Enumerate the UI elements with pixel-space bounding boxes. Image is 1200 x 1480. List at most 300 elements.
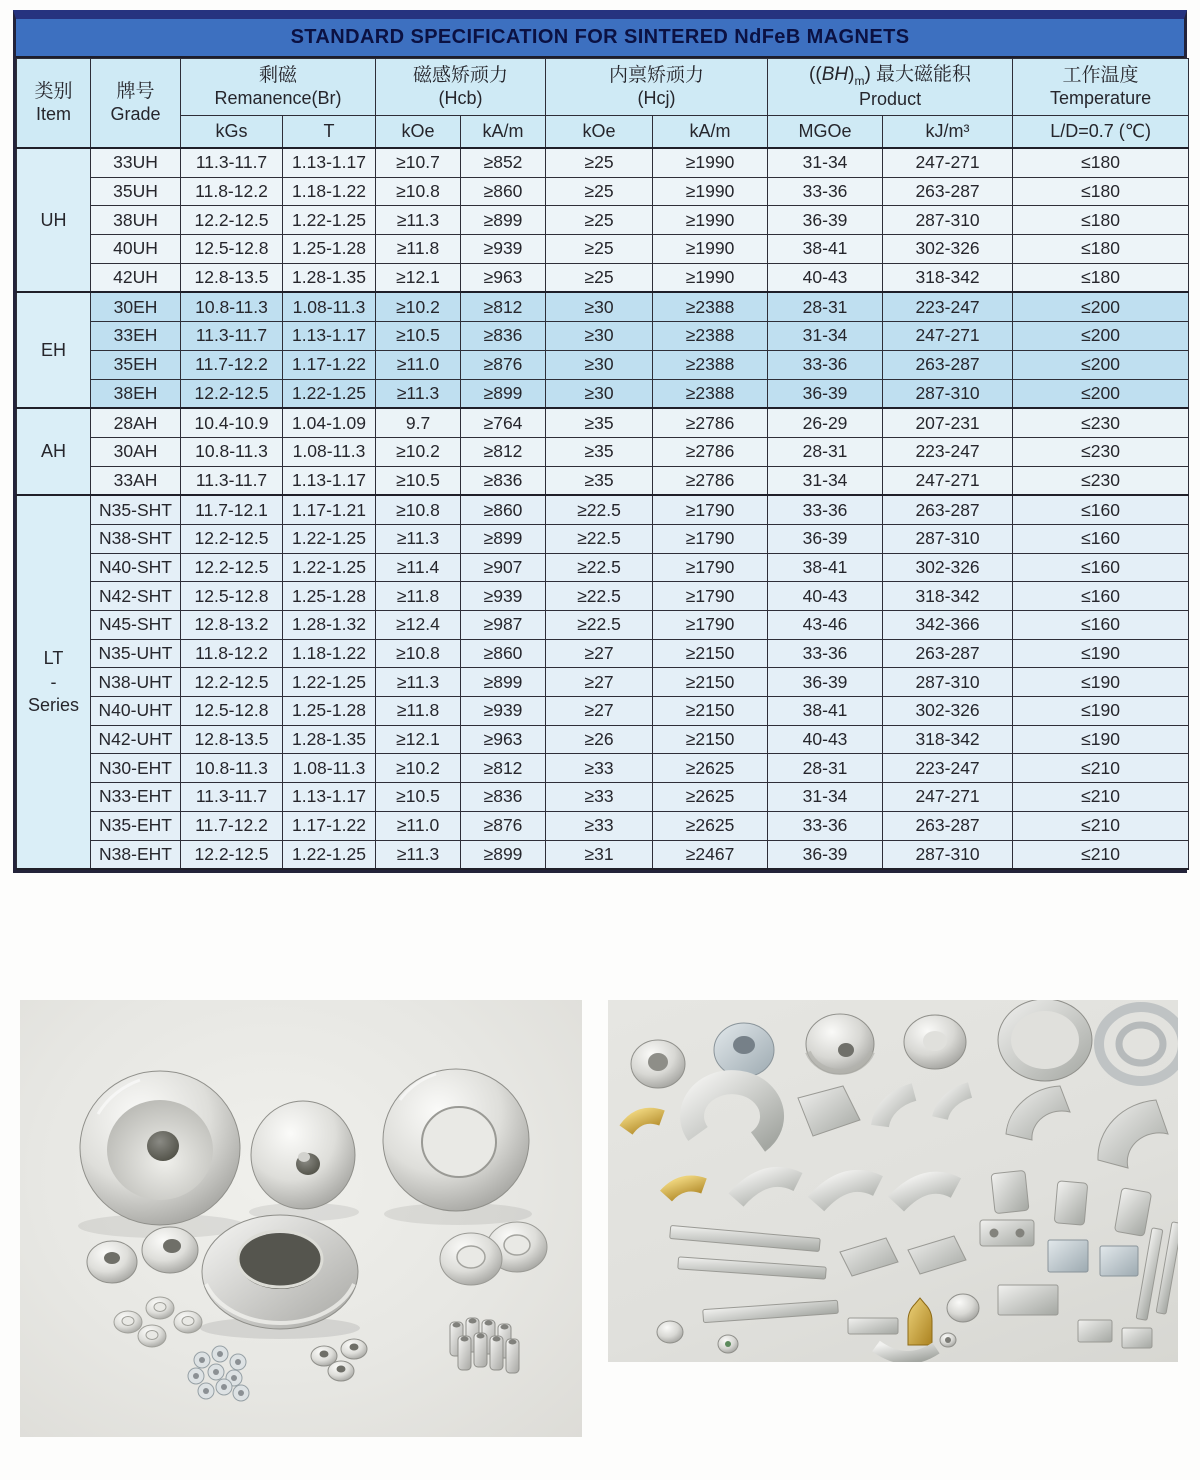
value-cell: ≥2786 (653, 408, 768, 437)
spec-row-28AH (17, 408, 1189, 437)
spec-row-33AH (17, 466, 1189, 495)
value-cell: 36-39 (768, 524, 883, 553)
header-hcj: 内禀矫顽力 (Hcj) (546, 59, 768, 116)
value-cell: 10.8-11.3 (181, 437, 283, 466)
value-cell: 11.3-11.7 (181, 783, 283, 812)
value-cell: ≥939 (461, 582, 546, 611)
value-cell: ≤210 (1013, 811, 1189, 840)
spec-row-N35-SHT (17, 495, 1189, 524)
large-ring-magnet (383, 1069, 529, 1211)
value-cell: 11.3-11.7 (181, 322, 283, 351)
value-cell: 318-342 (883, 263, 1013, 292)
spec-row-33UH (17, 148, 1189, 177)
value-cell: 1.25-1.28 (283, 235, 376, 264)
value-cell: 1.28-1.32 (283, 611, 376, 640)
spec-row-N42-UHT (17, 725, 1189, 754)
value-cell: ≥33 (546, 754, 653, 783)
value-cell: ≤190 (1013, 725, 1189, 754)
spec-row-N35-UHT (17, 639, 1189, 668)
value-cell: ≤160 (1013, 611, 1189, 640)
value-cell: 11.3-11.7 (181, 466, 283, 495)
value-cell: 31-34 (768, 466, 883, 495)
value-cell: ≤180 (1013, 263, 1189, 292)
value-cell: 1.17-1.22 (283, 811, 376, 840)
grade-cell: N33-EHT (91, 783, 181, 812)
value-cell: ≥1790 (653, 495, 768, 524)
value-cell: 1.22-1.25 (283, 524, 376, 553)
value-cell: ≥2388 (653, 292, 768, 321)
value-cell: 1.08-11.3 (283, 754, 376, 783)
value-cell: ≥33 (546, 811, 653, 840)
spec-row-N33-EHT (17, 783, 1189, 812)
value-cell: ≥10.5 (376, 783, 461, 812)
value-cell: ≥10.2 (376, 292, 461, 321)
spec-row-40UH (17, 235, 1189, 264)
value-cell: ≥22.5 (546, 524, 653, 553)
value-cell: 38-41 (768, 697, 883, 726)
spec-row-30EH (17, 292, 1189, 321)
value-cell: ≥35 (546, 466, 653, 495)
value-cell: ≥1990 (653, 148, 768, 177)
spec-row-38EH (17, 379, 1189, 408)
value-cell: ≥836 (461, 466, 546, 495)
spec-row-35UH (17, 177, 1189, 206)
value-cell: 11.3-11.7 (181, 148, 283, 177)
value-cell: ≥11.3 (376, 206, 461, 235)
value-cell: ≥10.8 (376, 639, 461, 668)
spec-row-N38-UHT (17, 668, 1189, 697)
item-group-ah: AH (17, 408, 91, 495)
value-cell: 287-310 (883, 524, 1013, 553)
value-cell: 12.5-12.8 (181, 582, 283, 611)
grade-cell: N35-EHT (91, 811, 181, 840)
value-cell: 38-41 (768, 553, 883, 582)
value-cell: ≥876 (461, 350, 546, 379)
item-group-eh: EH (17, 292, 91, 408)
spec-row-N40-UHT (17, 697, 1189, 726)
value-cell: 36-39 (768, 668, 883, 697)
value-cell: 287-310 (883, 379, 1013, 408)
value-cell: 223-247 (883, 437, 1013, 466)
value-cell: ≥11.8 (376, 582, 461, 611)
value-cell: 10.8-11.3 (181, 754, 283, 783)
table-title: STANDARD SPECIFICATION FOR SINTERED NdFeB MAGNETS (16, 19, 1184, 58)
value-cell: 36-39 (768, 206, 883, 235)
value-cell: 12.8-13.2 (181, 611, 283, 640)
unit-kgs: kGs (181, 116, 283, 149)
value-cell: 43-46 (768, 611, 883, 640)
grade-cell: N30-EHT (91, 754, 181, 783)
value-cell: ≥25 (546, 177, 653, 206)
value-cell: 31-34 (768, 322, 883, 351)
value-cell: 287-310 (883, 668, 1013, 697)
unit-mgoe: MGOe (768, 116, 883, 149)
value-cell: ≥25 (546, 235, 653, 264)
spec-row-33EH (17, 322, 1189, 351)
value-cell: ≥26 (546, 725, 653, 754)
value-cell: ≥12.1 (376, 725, 461, 754)
grade-cell: N38-EHT (91, 840, 181, 869)
value-cell: ≥764 (461, 408, 546, 437)
value-cell: 263-287 (883, 639, 1013, 668)
value-cell: 1.22-1.25 (283, 840, 376, 869)
value-cell: ≥25 (546, 206, 653, 235)
value-cell: ≥25 (546, 148, 653, 177)
value-cell: ≥30 (546, 350, 653, 379)
value-cell: 28-31 (768, 292, 883, 321)
value-cell: ≥2150 (653, 697, 768, 726)
spec-row-35EH (17, 350, 1189, 379)
value-cell: ≤190 (1013, 668, 1189, 697)
unit-t: T (283, 116, 376, 149)
value-cell: ≥10.8 (376, 177, 461, 206)
value-cell: ≥11.3 (376, 840, 461, 869)
value-cell: 1.13-1.17 (283, 783, 376, 812)
unit-ld: L/D=0.7 (℃) (1013, 116, 1189, 149)
value-cell: ≥27 (546, 668, 653, 697)
value-cell: ≥1790 (653, 582, 768, 611)
value-cell: ≥939 (461, 697, 546, 726)
item-group-uh: UH (17, 148, 91, 292)
header-grade: 牌号 Grade (91, 59, 181, 149)
value-cell: 263-287 (883, 350, 1013, 379)
value-cell: ≥860 (461, 177, 546, 206)
value-cell: ≥812 (461, 292, 546, 321)
value-cell: ≥31 (546, 840, 653, 869)
value-cell: 12.8-13.5 (181, 725, 283, 754)
value-cell: ≥22.5 (546, 553, 653, 582)
value-cell: ≤200 (1013, 322, 1189, 351)
pot-disc-magnet (251, 1101, 355, 1209)
header-product: $((BH)_m)$ 最大磁能积 Product (768, 59, 1013, 116)
spec-row-N30-EHT (17, 754, 1189, 783)
unit-hcb-koe: kOe (376, 116, 461, 149)
value-cell: ≥2625 (653, 811, 768, 840)
thick-ring-magnet (202, 1215, 358, 1329)
value-cell: 1.28-1.35 (283, 263, 376, 292)
value-cell: 11.7-12.2 (181, 811, 283, 840)
value-cell: 33-36 (768, 811, 883, 840)
value-cell: ≤190 (1013, 697, 1189, 726)
spec-table-body (17, 148, 1189, 869)
value-cell: ≤230 (1013, 466, 1189, 495)
grade-cell: 33EH (91, 322, 181, 351)
value-cell: 247-271 (883, 466, 1013, 495)
value-cell: ≥11.0 (376, 350, 461, 379)
value-cell: ≥836 (461, 783, 546, 812)
value-cell: 287-310 (883, 840, 1013, 869)
grade-cell: 33AH (91, 466, 181, 495)
grade-cell: N35-UHT (91, 639, 181, 668)
value-cell: ≤160 (1013, 524, 1189, 553)
value-cell: ≥10.5 (376, 322, 461, 351)
grade-cell: N45-SHT (91, 611, 181, 640)
value-cell: ≥860 (461, 495, 546, 524)
value-cell: ≥2625 (653, 783, 768, 812)
magnet-photo-assorted-shapes (608, 1000, 1178, 1362)
spec-row-38UH (17, 206, 1189, 235)
value-cell: 247-271 (883, 148, 1013, 177)
value-cell: 10.8-11.3 (181, 292, 283, 321)
header-hcb: 磁感矫顽力 (Hcb) (376, 59, 546, 116)
grade-cell: 28AH (91, 408, 181, 437)
value-cell: ≥22.5 (546, 495, 653, 524)
value-cell: 318-342 (883, 582, 1013, 611)
value-cell: ≥939 (461, 235, 546, 264)
value-cell: 1.25-1.28 (283, 582, 376, 611)
value-cell: ≥12.1 (376, 263, 461, 292)
value-cell: 1.28-1.35 (283, 725, 376, 754)
value-cell: 28-31 (768, 754, 883, 783)
value-cell: ≤200 (1013, 379, 1189, 408)
value-cell: ≥10.2 (376, 754, 461, 783)
value-cell: 223-247 (883, 292, 1013, 321)
value-cell: ≥1990 (653, 235, 768, 264)
value-cell: ≥836 (461, 322, 546, 351)
value-cell: ≥35 (546, 408, 653, 437)
value-cell: ≥11.4 (376, 553, 461, 582)
value-cell: 1.18-1.22 (283, 639, 376, 668)
value-cell: 1.17-1.21 (283, 495, 376, 524)
value-cell: ≤160 (1013, 582, 1189, 611)
value-cell: ≥987 (461, 611, 546, 640)
value-cell: 40-43 (768, 263, 883, 292)
value-cell: ≥2786 (653, 437, 768, 466)
value-cell: ≥10.7 (376, 148, 461, 177)
grade-cell: N40-SHT (91, 553, 181, 582)
grade-cell: 35UH (91, 177, 181, 206)
value-cell: 12.8-13.5 (181, 263, 283, 292)
value-cell: 1.08-11.3 (283, 437, 376, 466)
spec-row-N40-SHT (17, 553, 1189, 582)
value-cell: ≥963 (461, 263, 546, 292)
value-cell: 302-326 (883, 235, 1013, 264)
value-cell: 12.2-12.5 (181, 524, 283, 553)
value-cell: 40-43 (768, 582, 883, 611)
header-item: 类别 Item (17, 59, 91, 149)
grade-cell: N38-UHT (91, 668, 181, 697)
value-cell: 12.2-12.5 (181, 553, 283, 582)
assorted-magnets-illustration (608, 1000, 1178, 1362)
value-cell: ≤160 (1013, 553, 1189, 582)
grade-cell: N35-SHT (91, 495, 181, 524)
value-cell: 1.22-1.25 (283, 379, 376, 408)
value-cell: ≥30 (546, 379, 653, 408)
value-cell: ≥2150 (653, 668, 768, 697)
value-cell: ≥812 (461, 437, 546, 466)
value-cell: ≥899 (461, 668, 546, 697)
value-cell: ≥2786 (653, 466, 768, 495)
value-cell: 1.04-1.09 (283, 408, 376, 437)
unit-hcj-koe: kOe (546, 116, 653, 149)
value-cell: ≤180 (1013, 235, 1189, 264)
grade-cell: 38UH (91, 206, 181, 235)
value-cell: 28-31 (768, 437, 883, 466)
value-cell: ≤180 (1013, 148, 1189, 177)
value-cell: ≥1990 (653, 177, 768, 206)
value-cell: ≤200 (1013, 292, 1189, 321)
value-cell: ≤210 (1013, 754, 1189, 783)
value-cell: ≥11.8 (376, 235, 461, 264)
value-cell: 1.22-1.25 (283, 668, 376, 697)
value-cell: 11.8-12.2 (181, 177, 283, 206)
header-remanence: 剩磁 Remanence(Br) (181, 59, 376, 116)
value-cell: 247-271 (883, 322, 1013, 351)
value-cell: 12.2-12.5 (181, 668, 283, 697)
value-cell: ≥25 (546, 263, 653, 292)
value-cell: 287-310 (883, 206, 1013, 235)
spec-row-N38-SHT (17, 524, 1189, 553)
value-cell: 11.8-12.2 (181, 639, 283, 668)
value-cell: 9.7 (376, 408, 461, 437)
value-cell: ≥899 (461, 379, 546, 408)
value-cell: 1.22-1.25 (283, 553, 376, 582)
value-cell: 33-36 (768, 639, 883, 668)
spec-table-frame (13, 10, 1187, 873)
value-cell: ≥22.5 (546, 611, 653, 640)
value-cell: 247-271 (883, 783, 1013, 812)
value-cell: ≤180 (1013, 177, 1189, 206)
value-cell: 11.7-12.1 (181, 495, 283, 524)
value-cell: ≤210 (1013, 840, 1189, 869)
value-cell: ≥2150 (653, 639, 768, 668)
value-cell: ≥2388 (653, 379, 768, 408)
value-cell: ≥860 (461, 639, 546, 668)
value-cell: 1.13-1.17 (283, 466, 376, 495)
spec-row-42UH (17, 263, 1189, 292)
value-cell: ≥11.3 (376, 379, 461, 408)
spec-table-header (17, 59, 1189, 149)
grade-cell: 33UH (91, 148, 181, 177)
header-temperature: 工作温度 Temperature (1013, 59, 1189, 116)
value-cell: ≥10.5 (376, 466, 461, 495)
value-cell: ≥852 (461, 148, 546, 177)
spec-row-30AH (17, 437, 1189, 466)
value-cell: ≤200 (1013, 350, 1189, 379)
value-cell: 302-326 (883, 553, 1013, 582)
value-cell: ≥2150 (653, 725, 768, 754)
value-cell: ≥963 (461, 725, 546, 754)
grade-cell: 42UH (91, 263, 181, 292)
value-cell: ≥2388 (653, 322, 768, 351)
value-cell: ≥12.4 (376, 611, 461, 640)
grade-cell: 30EH (91, 292, 181, 321)
value-cell: 1.13-1.17 (283, 322, 376, 351)
value-cell: 263-287 (883, 811, 1013, 840)
value-cell: 12.2-12.5 (181, 379, 283, 408)
value-cell: 1.08-11.3 (283, 292, 376, 321)
value-cell: ≥22.5 (546, 582, 653, 611)
value-cell: 26-29 (768, 408, 883, 437)
arc-segment-magnets (626, 1082, 1168, 1236)
value-cell: 12.5-12.8 (181, 697, 283, 726)
value-cell: ≥899 (461, 206, 546, 235)
value-cell: ≥812 (461, 754, 546, 783)
magnet-photo-round-parts (20, 1000, 582, 1437)
grade-cell: N40-UHT (91, 697, 181, 726)
value-cell: ≥2467 (653, 840, 768, 869)
grade-cell: 38EH (91, 379, 181, 408)
value-cell: ≥30 (546, 292, 653, 321)
value-cell: ≥30 (546, 322, 653, 351)
value-cell: 10.4-10.9 (181, 408, 283, 437)
grade-cell: 30AH (91, 437, 181, 466)
spec-row-N42-SHT (17, 582, 1189, 611)
value-cell: ≤230 (1013, 408, 1189, 437)
value-cell: ≥2625 (653, 754, 768, 783)
value-cell: ≥899 (461, 840, 546, 869)
grade-cell: N38-SHT (91, 524, 181, 553)
value-cell: 33-36 (768, 177, 883, 206)
value-cell: ≥1990 (653, 263, 768, 292)
item-group-lt: LT - Series (17, 495, 91, 869)
value-cell: 342-366 (883, 611, 1013, 640)
pot-magnet-trio (311, 1339, 367, 1381)
value-cell: 12.2-12.5 (181, 840, 283, 869)
value-cell: 1.18-1.22 (283, 177, 376, 206)
value-cell: ≥11.3 (376, 524, 461, 553)
value-cell: ≥10.2 (376, 437, 461, 466)
value-cell: ≥11.3 (376, 668, 461, 697)
value-cell: 33-36 (768, 495, 883, 524)
grade-cell: 40UH (91, 235, 181, 264)
unit-kjm3: kJ/m³ (883, 116, 1013, 149)
value-cell: 318-342 (883, 725, 1013, 754)
spec-row-N45-SHT (17, 611, 1189, 640)
value-cell: ≥11.0 (376, 811, 461, 840)
value-cell: 38-41 (768, 235, 883, 264)
countersunk-disc-magnet (80, 1071, 240, 1225)
value-cell: 12.5-12.8 (181, 235, 283, 264)
value-cell: 263-287 (883, 495, 1013, 524)
value-cell: 1.13-1.17 (283, 148, 376, 177)
value-cell: 302-326 (883, 697, 1013, 726)
value-cell: ≤180 (1013, 206, 1189, 235)
value-cell: 36-39 (768, 840, 883, 869)
value-cell: ≥907 (461, 553, 546, 582)
value-cell: ≤230 (1013, 437, 1189, 466)
value-cell: ≥11.8 (376, 697, 461, 726)
value-cell: ≥1790 (653, 611, 768, 640)
value-cell: 263-287 (883, 177, 1013, 206)
value-cell: 40-43 (768, 725, 883, 754)
value-cell: 12.2-12.5 (181, 206, 283, 235)
value-cell: 33-36 (768, 350, 883, 379)
value-cell: 36-39 (768, 379, 883, 408)
value-cell: 1.22-1.25 (283, 206, 376, 235)
round-magnets-illustration (20, 1000, 582, 1437)
value-cell: ≤160 (1013, 495, 1189, 524)
value-cell: ≥10.8 (376, 495, 461, 524)
value-cell: ≤210 (1013, 783, 1189, 812)
spec-row-N38-EHT (17, 840, 1189, 869)
value-cell: ≥899 (461, 524, 546, 553)
unit-hcj-kam: kA/m (653, 116, 768, 149)
small-washer-cluster (114, 1297, 202, 1347)
spec-table (16, 58, 1189, 870)
value-cell: ≥876 (461, 811, 546, 840)
value-cell: 31-34 (768, 783, 883, 812)
value-cell: 223-247 (883, 754, 1013, 783)
value-cell: 31-34 (768, 148, 883, 177)
value-cell: 1.17-1.22 (283, 350, 376, 379)
value-cell: ≥33 (546, 783, 653, 812)
grade-cell: N42-UHT (91, 725, 181, 754)
tiny-nut-cluster (188, 1346, 249, 1401)
value-cell: ≥27 (546, 639, 653, 668)
cylinder-magnet-bundle (450, 1318, 519, 1373)
grade-cell: 35EH (91, 350, 181, 379)
